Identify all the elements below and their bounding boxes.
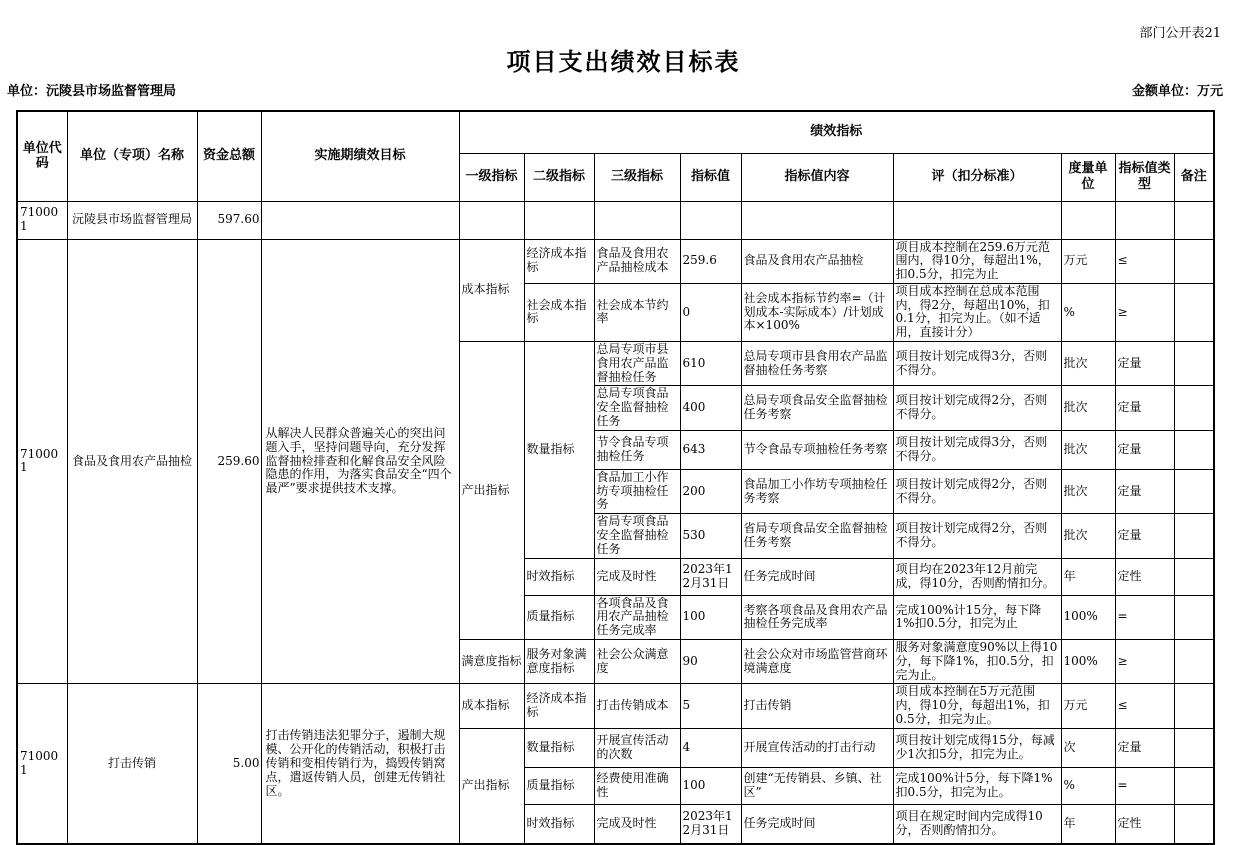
cell-remark bbox=[1174, 239, 1214, 283]
cell-unit: 100% bbox=[1061, 640, 1115, 684]
cell-value: 400 bbox=[680, 386, 741, 430]
header-unit-code: 单位代码 bbox=[17, 111, 67, 201]
cell-l3: 食品及食用农产品抽检成本 bbox=[594, 239, 680, 283]
cell-eval: 项目按计划完成得3分，否则不得分。 bbox=[893, 342, 1061, 386]
cell-value: 90 bbox=[680, 640, 741, 684]
cell-unit: 100% bbox=[1061, 595, 1115, 639]
page-title: 项目支出绩效目标表 bbox=[506, 47, 741, 76]
cell-l1: 成本指标 bbox=[459, 684, 524, 728]
cell-unit: 万元 bbox=[1061, 684, 1115, 728]
header-perf-group: 绩效指标 bbox=[459, 111, 1214, 153]
empty-cell bbox=[893, 201, 1061, 239]
cell-l2: 社会成本指标 bbox=[524, 283, 594, 341]
cell-eval: 项目成本控制在259.6万元范围内，得10分，每超出1%，扣0.5分，扣完为止 bbox=[893, 239, 1061, 283]
cell-remark bbox=[1174, 514, 1214, 558]
cell-unit: 批次 bbox=[1061, 469, 1115, 513]
cell-l3: 开展宣传活动的次数 bbox=[594, 728, 680, 767]
cell-eval: 完成100%计5分，每下降1%扣0.5分，扣完为止。 bbox=[893, 767, 1061, 804]
cell-value: 100 bbox=[680, 767, 741, 804]
header-value: 指标值 bbox=[680, 153, 741, 201]
corner-label: 部门公开表21 bbox=[1139, 26, 1221, 41]
cell-l3: 社会成本节约率 bbox=[594, 283, 680, 341]
header-eval: 评（扣分标准） bbox=[893, 153, 1061, 201]
empty-cell bbox=[524, 201, 594, 239]
header-unit: 度量单位 bbox=[1061, 153, 1115, 201]
cell-l2: 质量指标 bbox=[524, 767, 594, 804]
header-total-fund: 资金总额 bbox=[197, 111, 261, 201]
cell-unit: % bbox=[1061, 767, 1115, 804]
cell-l1: 产出指标 bbox=[459, 342, 524, 640]
empty-cell bbox=[594, 201, 680, 239]
cell-remark bbox=[1174, 469, 1214, 513]
cell-value: 530 bbox=[680, 514, 741, 558]
cell-unit: 批次 bbox=[1061, 342, 1115, 386]
cell-value: 2023年12月31日 bbox=[680, 558, 741, 595]
header-value-type: 指标值类型 bbox=[1115, 153, 1174, 201]
cell-l2: 时效指标 bbox=[524, 804, 594, 844]
cell-value-type: 定量 bbox=[1115, 514, 1174, 558]
cell-l2: 经济成本指标 bbox=[524, 239, 594, 283]
cell-eval: 项目成本控制在总成本范围内，得2分，每超出10%，扣0.1分，扣完为止。（如不适用，直接计分） bbox=[893, 283, 1061, 341]
cell-value-type: = bbox=[1115, 595, 1174, 639]
cell-value-type: 定性 bbox=[1115, 804, 1174, 844]
cell-eval: 项目成本控制在5万元范围内，得10分，每超出1%，扣0.5分，扣完为止。 bbox=[893, 684, 1061, 728]
cell-value-type: = bbox=[1115, 767, 1174, 804]
empty-cell bbox=[459, 201, 524, 239]
cell-value-content: 任务完成时间 bbox=[741, 558, 893, 595]
cell-value: 4 bbox=[680, 728, 741, 767]
cell-eval: 项目按计划完成得2分，否则不得分。 bbox=[893, 386, 1061, 430]
cell-l2: 质量指标 bbox=[524, 595, 594, 639]
cell-amount: 259.60 bbox=[197, 239, 261, 684]
cell-l3: 打击传销成本 bbox=[594, 684, 680, 728]
cell-value-content: 创建“无传销县、乡镇、社区” bbox=[741, 767, 893, 804]
cell-l3: 总局专项食品安全监督抽检任务 bbox=[594, 386, 680, 430]
empty-cell bbox=[741, 201, 893, 239]
cell-value-type: ≤ bbox=[1115, 684, 1174, 728]
cell-l2: 服务对象满意度指标 bbox=[524, 640, 594, 684]
header-value-content: 指标值内容 bbox=[741, 153, 893, 201]
cell-unit-code: 710001 bbox=[17, 201, 67, 239]
cell-l1: 产出指标 bbox=[459, 728, 524, 844]
cell-value-type: 定量 bbox=[1115, 342, 1174, 386]
cell-value-content: 社会公众对市场监管营商环境满意度 bbox=[741, 640, 893, 684]
cell-eval: 项目按计划完成得15分，每减少1次扣5分，扣完为止。 bbox=[893, 728, 1061, 767]
cell-eval: 项目按计划完成得2分，否则不得分。 bbox=[893, 469, 1061, 513]
cell-value: 100 bbox=[680, 595, 741, 639]
cell-unit-name: 沅陵县市场监督管理局 bbox=[67, 201, 197, 239]
cell-unit-code: 710001 bbox=[17, 684, 67, 844]
cell-remark bbox=[1174, 767, 1214, 804]
cell-value: 0 bbox=[680, 283, 741, 341]
header-l3: 三级指标 bbox=[594, 153, 680, 201]
cell-value-content: 食品加工小作坊专项抽检任务考察 bbox=[741, 469, 893, 513]
cell-unit: 批次 bbox=[1061, 386, 1115, 430]
cell-value-content: 总局专项市县食用农产品监督抽检任务考察 bbox=[741, 342, 893, 386]
cell-remark bbox=[1174, 804, 1214, 844]
cell-unit: 批次 bbox=[1061, 430, 1115, 469]
cell-value-type: ≤ bbox=[1115, 239, 1174, 283]
cell-remark bbox=[1174, 595, 1214, 639]
cell-unit: 批次 bbox=[1061, 514, 1115, 558]
cell-l3: 总局专项市县食用农产品监督抽检任务 bbox=[594, 342, 680, 386]
header-l2: 二级指标 bbox=[524, 153, 594, 201]
cell-unit-code: 710001 bbox=[17, 239, 67, 684]
cell-value: 643 bbox=[680, 430, 741, 469]
cell-l2: 时效指标 bbox=[524, 558, 594, 595]
cell-unit: % bbox=[1061, 283, 1115, 341]
cell-value-content: 食品及食用农产品抽检 bbox=[741, 239, 893, 283]
cell-remark bbox=[1174, 201, 1214, 239]
cell-eval: 完成100%计15分，每下降1%扣0.5分，扣完为止 bbox=[893, 595, 1061, 639]
cell-remark bbox=[1174, 283, 1214, 341]
cell-value: 5 bbox=[680, 684, 741, 728]
cell-l3: 节令食品专项抽检任务 bbox=[594, 430, 680, 469]
cell-eval: 项目在规定时间内完成得10分，否则酌情扣分。 bbox=[893, 804, 1061, 844]
cell-eval: 服务对象满意度90%以上得10分，每下降1%，扣0.5分，扣完为止。 bbox=[893, 640, 1061, 684]
cell-value: 200 bbox=[680, 469, 741, 513]
amount-unit-label: 金额单位：万元 bbox=[1131, 84, 1223, 99]
cell-value-type: ≥ bbox=[1115, 640, 1174, 684]
table-row bbox=[17, 684, 1214, 728]
empty-cell bbox=[680, 201, 741, 239]
empty-cell bbox=[1061, 201, 1115, 239]
unit-label: 单位：沅陵县市场监督管理局 bbox=[7, 84, 177, 99]
cell-unit-name: 食品及食用农产品抽检 bbox=[67, 239, 197, 684]
performance-target-table bbox=[16, 110, 1215, 845]
header-l1: 一级指标 bbox=[459, 153, 524, 201]
cell-l3: 各项食品及食用农产品抽检任务完成率 bbox=[594, 595, 680, 639]
cell-unit: 万元 bbox=[1061, 239, 1115, 283]
cell-value-content: 任务完成时间 bbox=[741, 804, 893, 844]
cell-goal: 从解决人民群众普遍关心的突出问题入手，坚持问题导向，充分发挥监督抽检排查和化解食品安全风险隐患的作用，为落实食品安全“四个最严”要求提供技术支撑。 bbox=[261, 239, 459, 684]
cell-value-content: 开展宣传活动的打击行动 bbox=[741, 728, 893, 767]
cell-eval: 项目按计划完成得3分，否则不得分。 bbox=[893, 430, 1061, 469]
header-remark: 备注 bbox=[1174, 153, 1214, 201]
cell-remark bbox=[1174, 430, 1214, 469]
cell-value: 259.6 bbox=[680, 239, 741, 283]
table-row bbox=[17, 239, 1214, 283]
cell-value-content: 打击传销 bbox=[741, 684, 893, 728]
cell-value-type: ≥ bbox=[1115, 283, 1174, 341]
cell-value-content: 考察各项食品及食用农产品抽检任务完成率 bbox=[741, 595, 893, 639]
cell-unit: 年 bbox=[1061, 558, 1115, 595]
cell-goal bbox=[261, 201, 459, 239]
cell-l2: 数量指标 bbox=[524, 728, 594, 767]
cell-value: 610 bbox=[680, 342, 741, 386]
cell-l2: 经济成本指标 bbox=[524, 684, 594, 728]
empty-cell bbox=[1115, 201, 1174, 239]
cell-remark bbox=[1174, 728, 1214, 767]
cell-value-type: 定量 bbox=[1115, 386, 1174, 430]
cell-l3: 完成及时性 bbox=[594, 558, 680, 595]
cell-l3: 省局专项食品安全监督抽检任务 bbox=[594, 514, 680, 558]
table-row bbox=[17, 201, 1214, 239]
cell-eval: 项目按计划完成得2分，否则不得分。 bbox=[893, 514, 1061, 558]
cell-remark bbox=[1174, 342, 1214, 386]
cell-remark bbox=[1174, 684, 1214, 728]
cell-l2: 数量指标 bbox=[524, 342, 594, 559]
cell-value-type: 定量 bbox=[1115, 728, 1174, 767]
cell-value-type: 定性 bbox=[1115, 558, 1174, 595]
cell-amount: 597.60 bbox=[197, 201, 261, 239]
cell-value-type: 定量 bbox=[1115, 430, 1174, 469]
cell-value-content: 省局专项食品安全监督抽检任务考察 bbox=[741, 514, 893, 558]
cell-value-content: 社会成本指标节约率=（计划成本-实际成本）/计划成本×100% bbox=[741, 283, 893, 341]
cell-unit: 次 bbox=[1061, 728, 1115, 767]
cell-l3: 经费使用准确性 bbox=[594, 767, 680, 804]
header-unit-name: 单位（专项）名称 bbox=[67, 111, 197, 201]
cell-value-type: 定量 bbox=[1115, 469, 1174, 513]
cell-remark bbox=[1174, 386, 1214, 430]
cell-remark bbox=[1174, 640, 1214, 684]
cell-eval: 项目均在2023年12月前完成，得10分，否则酌情扣分。 bbox=[893, 558, 1061, 595]
cell-l3: 完成及时性 bbox=[594, 804, 680, 844]
cell-value: 2023年12月31日 bbox=[680, 804, 741, 844]
header-period-goal: 实施期绩效目标 bbox=[261, 111, 459, 201]
cell-l1: 成本指标 bbox=[459, 239, 524, 342]
cell-l1: 满意度指标 bbox=[459, 640, 524, 684]
cell-value-content: 节令食品专项抽检任务考察 bbox=[741, 430, 893, 469]
cell-value-content: 总局专项食品安全监督抽检任务考察 bbox=[741, 386, 893, 430]
cell-unit-name: 打击传销 bbox=[67, 684, 197, 844]
cell-unit: 年 bbox=[1061, 804, 1115, 844]
cell-l3: 食品加工小作坊专项抽检任务 bbox=[594, 469, 680, 513]
cell-remark bbox=[1174, 558, 1214, 595]
cell-goal: 打击传销违法犯罪分子，遏制大规模、公开化的传销活动，积极打击传销和变相传销行为，捣毁传销窝点，遣返传销人员，创建无传销社区。 bbox=[261, 684, 459, 844]
cell-l3: 社会公众满意度 bbox=[594, 640, 680, 684]
cell-amount: 5.00 bbox=[197, 684, 261, 844]
